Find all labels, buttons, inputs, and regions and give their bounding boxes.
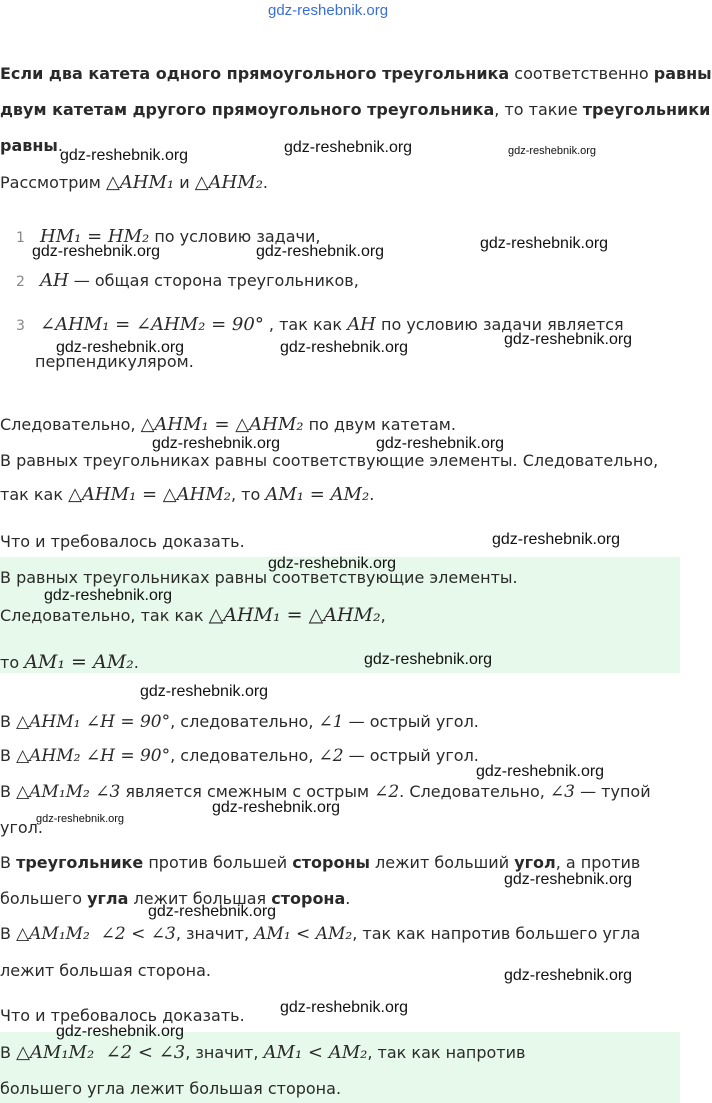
math-expr: AH	[347, 314, 376, 335]
box-text: , значит,	[185, 1043, 264, 1062]
math-expr: AM₁ < AM₂	[254, 924, 353, 944]
conclusion-text: так как	[0, 485, 69, 504]
proof-text: , следовательно,	[170, 746, 319, 765]
proof-line	[0, 712, 479, 732]
consider-text: и	[174, 173, 195, 192]
rule-text: , а против	[555, 853, 641, 872]
theorem-text: , то такие	[494, 100, 583, 119]
watermark: gdz-reshebnik.org	[504, 331, 633, 348]
proof-line: угол.	[0, 818, 43, 837]
math-expr: △AM₁M₂ ∠3	[16, 782, 121, 802]
rule-text: .	[345, 889, 351, 908]
math-expr: △AM₁M₂ ∠2 < ∠3	[16, 924, 176, 944]
watermark: gdz-reshebnik.org	[476, 763, 605, 780]
proof-text: , так как напротив большего угла	[352, 924, 641, 943]
watermark: gdz-reshebnik.org	[492, 531, 621, 548]
watermark: gdz-reshebnik.org	[140, 683, 269, 700]
list-text: , так как	[263, 315, 348, 334]
math-expr: △AM₁M₂ ∠2 < ∠3	[16, 1042, 186, 1063]
math-expr: △AHM₂	[194, 172, 263, 193]
proof-text: В	[0, 712, 17, 731]
theorem-text: равны	[0, 136, 58, 155]
watermark: gdz-reshebnik.org	[364, 651, 493, 668]
list-number: 2	[16, 274, 25, 290]
watermark: gdz-reshebnik.org	[280, 339, 409, 356]
conclusion-line	[0, 484, 374, 505]
conclusion-text: Следовательно,	[0, 415, 141, 434]
box-text: Следовательно, так как	[0, 606, 209, 625]
box-line: большего угла лежит большая сторона.	[0, 1079, 342, 1098]
box-text: то	[0, 653, 25, 672]
watermark: gdz-reshebnik.org	[56, 1023, 185, 1040]
qed-text: Что и требовалось доказать.	[0, 1006, 245, 1025]
math-expr: AM₁ < AM₂	[263, 1042, 368, 1063]
list-number: 3	[16, 318, 25, 334]
conclusion-text: по двум катетам.	[303, 415, 456, 434]
watermark: gdz-reshebnik.org	[504, 871, 633, 888]
watermark: gdz-reshebnik.org	[508, 145, 597, 157]
proof-text: В	[0, 924, 17, 943]
proof-text: В	[0, 746, 17, 765]
box-text: , так как напротив	[367, 1043, 526, 1062]
rule-text: большего	[0, 889, 88, 908]
consider-text: Рассмотрим	[0, 173, 101, 192]
watermark: gdz-reshebnik.org	[376, 435, 505, 452]
rule-text: лежит больший	[369, 853, 515, 872]
theorem-text: равны	[653, 64, 712, 83]
theorem-text: соответственно	[509, 64, 654, 83]
math-expr: AH	[40, 270, 69, 291]
proof-text: — острый угол.	[343, 746, 479, 765]
consider-line	[0, 172, 268, 193]
proof-text: , следовательно,	[170, 712, 319, 731]
proof-text: — тупой	[574, 782, 651, 801]
rule-text: В	[0, 853, 17, 872]
theorem-text: .	[57, 136, 63, 155]
conclusion-text: .	[369, 485, 375, 504]
conclusion-line	[0, 414, 456, 435]
watermark: gdz-reshebnik.org	[280, 999, 409, 1016]
proof-text: — острый угол.	[343, 712, 479, 731]
rule-text: треугольнике	[16, 853, 144, 872]
watermark: gdz-reshebnik.org	[268, 555, 397, 572]
rule-text: угла	[87, 889, 129, 908]
proof-text: В	[0, 782, 17, 801]
watermark: gdz-reshebnik.org	[32, 243, 161, 260]
math-expr: △AHM₂ ∠H = 90°	[16, 746, 171, 766]
list-item	[16, 270, 359, 291]
box-text: ,	[380, 606, 386, 625]
qed-text: Что и требовалось доказать.	[0, 532, 245, 551]
theorem-text: двум катетам другого прямоугольного треугольника	[0, 100, 495, 119]
conclusion-text: , то	[231, 485, 266, 504]
rule-text: угол	[514, 853, 556, 872]
proof-text: является смежным с острым	[120, 782, 375, 801]
box-line	[0, 1042, 525, 1063]
math-expr: △AHM₁ = △AHM₂	[208, 604, 381, 626]
rule-text: стороны	[292, 853, 370, 872]
watermark: gdz-reshebnik.org	[284, 139, 413, 156]
watermark: gdz-reshebnik.org	[60, 147, 189, 164]
theorem-line-1	[0, 64, 712, 83]
list-item-continued: перпендикуляром.	[35, 352, 194, 371]
box-line	[0, 651, 139, 673]
conclusion-line: В равных треугольниках равны соответствующие элементы. Следовательно,	[0, 451, 659, 470]
proof-line	[0, 924, 640, 944]
list-number: 1	[16, 230, 25, 246]
watermark: gdz-reshebnik.org	[480, 235, 609, 252]
box-line: В равных треугольниках равны соответствующие элементы.	[0, 568, 518, 587]
theorem-text: треугольники	[582, 100, 711, 119]
list-text: по условию задачи,	[149, 227, 321, 246]
watermark: gdz-reshebnik.org	[152, 435, 281, 452]
rule-text: против большей	[143, 853, 293, 872]
rule-line	[0, 853, 640, 872]
rule-text: сторона	[271, 889, 346, 908]
site-header-link[interactable]: gdz-reshebnik.org	[268, 2, 389, 19]
watermark: gdz-reshebnik.org	[256, 243, 385, 260]
math-expr: ∠2	[318, 746, 344, 766]
math-expr: ∠3	[549, 782, 575, 802]
rule-text: лежит большая	[128, 889, 272, 908]
math-expr: HM₁ = HM₂	[40, 226, 150, 247]
box-text: .	[133, 653, 139, 672]
math-expr: ∠AHM₁ = ∠AHM₂ = 90°	[40, 314, 264, 335]
math-expr: ∠1	[318, 712, 344, 732]
watermark: gdz-reshebnik.org	[148, 903, 277, 920]
math-expr: △AHM₁ = △AHM₂	[68, 484, 231, 505]
theorem-text: Если два катета одного прямоугольного треугольника	[0, 64, 510, 83]
watermark: gdz-reshebnik.org	[44, 587, 173, 604]
watermark: gdz-reshebnik.org	[56, 339, 185, 356]
proof-line: лежит большая сторона.	[0, 961, 211, 980]
math-expr: ∠2	[374, 782, 400, 802]
math-expr: AM₁ = AM₂	[265, 484, 370, 505]
math-expr: AM₁ = AM₂	[24, 651, 134, 673]
consider-text: .	[262, 173, 268, 192]
theorem-line-3	[0, 136, 63, 155]
watermark: gdz-reshebnik.org	[504, 967, 633, 984]
box-line	[0, 604, 386, 626]
math-expr: △AHM₁ = △AHM₂	[140, 414, 304, 435]
proof-text: . Следовательно,	[399, 782, 550, 801]
list-text: по условию задачи является	[375, 315, 624, 334]
box-text: В	[0, 1043, 17, 1062]
list-text: — общая сторона треугольников,	[68, 271, 359, 290]
watermark: gdz-reshebnik.org	[36, 813, 125, 825]
proof-text: , значит,	[175, 924, 255, 943]
theorem-line-2	[0, 100, 710, 119]
math-expr: △AHM₁ ∠H = 90°	[16, 712, 171, 732]
math-expr: △AHM₁	[105, 172, 175, 193]
watermark: gdz-reshebnik.org	[212, 799, 341, 816]
proof-line	[0, 746, 479, 766]
